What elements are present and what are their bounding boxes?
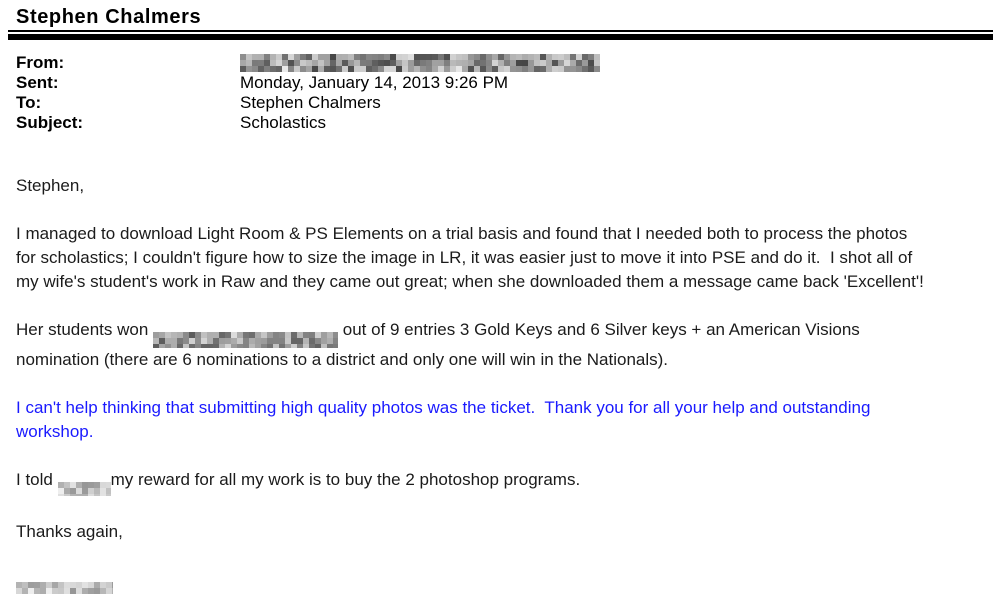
text-line xyxy=(16,468,1007,496)
email-paragraph xyxy=(16,396,1007,444)
text-segment: I managed to download Light Room & PS Elements on a trial basis and found that I needed both to process the photos xyxy=(16,224,908,243)
text-line xyxy=(16,222,1007,246)
text-segment: Stephen, xyxy=(16,176,85,195)
field-row-sent xyxy=(16,73,1007,93)
divider-thick xyxy=(8,34,993,40)
text-segment: Her students won xyxy=(16,320,154,339)
field-label: Subject: xyxy=(16,113,84,132)
text-segment: I told xyxy=(16,470,58,489)
text-segment: Thanks again, xyxy=(16,522,123,541)
text-line xyxy=(16,420,1007,444)
email-paragraph xyxy=(16,318,1007,372)
text-line xyxy=(16,348,1007,372)
header-fields xyxy=(16,53,1007,133)
field-value: Monday, January 14, 2013 9:26 PM xyxy=(240,73,509,92)
text-segment: for scholastics; I couldn't figure how to size the image in LR, it was easier just to move it into PSE and do it. I shot all of xyxy=(16,248,913,267)
text-line xyxy=(16,396,1007,420)
redacted-text xyxy=(240,54,600,72)
text-segment: out of 9 entries 3 Gold Keys and 6 Silver keys + an American Visions xyxy=(338,320,860,339)
divider-thin xyxy=(8,30,993,32)
text-segment: my wife's student's work in Raw and they came out great; when she downloaded them a message came back 'Excellent'! xyxy=(16,272,924,291)
text-line xyxy=(16,568,1007,594)
field-row-to xyxy=(16,93,1007,113)
redacted-text xyxy=(58,482,111,496)
text-segment: workshop. xyxy=(16,422,94,441)
email-body xyxy=(16,174,1007,594)
field-label: To: xyxy=(16,93,42,112)
field-value: Scholastics xyxy=(240,113,326,132)
redacted-text xyxy=(153,332,338,348)
email-paragraph xyxy=(16,222,1007,294)
field-row-from xyxy=(16,53,1007,73)
email-paragraph xyxy=(16,468,1007,496)
text-segment: nomination (there are 6 nominations to a district and only one will win in the Nationals). xyxy=(16,350,669,369)
field-label: Sent: xyxy=(16,73,59,92)
email-paragraph xyxy=(16,568,1007,594)
text-segment: I can't help thinking that submitting high quality photos was the ticket. Thank you for all your help and outstanding xyxy=(16,398,871,417)
text-line xyxy=(16,318,1007,348)
email-paragraph xyxy=(16,520,1007,544)
text-segment: my reward for all my work is to buy the 2 photoshop programs. xyxy=(110,470,581,489)
field-label: From: xyxy=(16,53,65,72)
memo-title: Stephen Chalmers xyxy=(16,6,202,28)
field-row-subject xyxy=(16,113,1007,133)
text-line xyxy=(16,270,1007,294)
email-paragraph xyxy=(16,174,1007,198)
field-value: Stephen Chalmers xyxy=(240,93,381,112)
text-line xyxy=(16,174,1007,198)
redacted-text xyxy=(16,582,113,594)
text-line xyxy=(16,520,1007,544)
text-line xyxy=(16,246,1007,270)
